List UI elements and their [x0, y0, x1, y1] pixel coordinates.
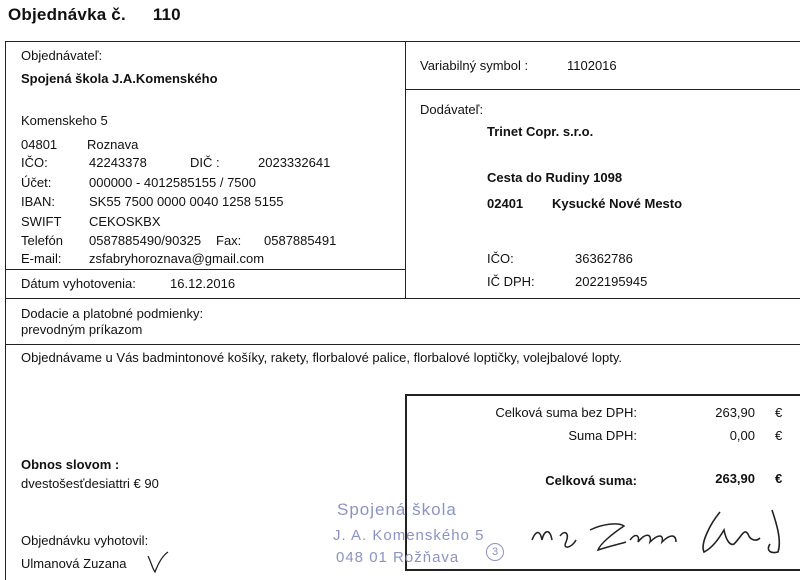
varsym-value: 1102016: [567, 58, 617, 73]
document-title: [8, 5, 181, 25]
frame-left-line: [5, 41, 6, 580]
supplier-ico-label: IČO:: [487, 251, 514, 266]
buyer-phone: 0587885490/90325: [89, 233, 202, 248]
terms-label: Dodacie a platobné podmienky:: [21, 306, 204, 321]
supplier-street: Cesta do Rudiny 1098: [487, 170, 623, 185]
document-number: 110: [152, 5, 181, 24]
total-net-value: 263,90: [715, 405, 755, 420]
supplier-label: Dodávateľ:: [420, 102, 484, 117]
buyer-zip: 04801: [21, 137, 58, 152]
buyer-city: Roznava: [87, 137, 139, 152]
buyer-dic-label: DIČ :: [190, 155, 220, 170]
date-top-line: [5, 269, 405, 270]
supplier-left-line: [405, 89, 406, 299]
stamp-number-badge: 3: [486, 543, 504, 561]
buyer-email-label: E-mail:: [21, 251, 62, 266]
total-sum-value: 263,90: [715, 471, 755, 486]
supplier-city: Kysucké Nové Mesto: [552, 196, 683, 211]
buyer-fax: 0587885491: [264, 233, 337, 248]
buyer-street: Komenskeho 5: [21, 113, 108, 128]
in-words-value: dvestošesťdesiattri € 90: [21, 476, 159, 491]
issue-date-value: 16.12.2016: [170, 276, 236, 291]
buyer-swift: CEKOSKBX: [89, 214, 161, 229]
buyer-ico: 42243378: [89, 155, 147, 170]
terms-value: prevodným príkazom: [21, 322, 143, 337]
buyer-name: Spojená škola J.A.Komenského: [21, 71, 218, 86]
signature-icon: [520, 500, 800, 570]
buyer-email: zsfabryhoroznava@gmail.com: [89, 251, 265, 266]
terms-bottom-line: [5, 344, 800, 345]
stamp-line-1: Spojená škola: [337, 500, 457, 519]
stamp-line-2: J. A. Komenského 5: [333, 527, 485, 544]
totals-top-line: [405, 394, 800, 396]
supplier-zip: 02401: [487, 196, 524, 211]
supplier-ico: 36362786: [575, 251, 633, 266]
total-sum-currency: €: [775, 471, 783, 486]
varsym-bottom-line: [405, 89, 800, 90]
total-vat-label: Suma DPH:: [568, 428, 637, 443]
buyer-right-divider-upper: [405, 41, 406, 89]
buyer-swift-label: SWIFT: [21, 214, 62, 229]
total-net-label: Celková suma bez DPH:: [495, 405, 637, 420]
buyer-iban-label: IBAN:: [21, 194, 55, 209]
date-bottom-line: [5, 298, 800, 299]
total-net-currency: €: [775, 405, 783, 420]
supplier-icdph-label: IČ DPH:: [487, 274, 535, 289]
buyer-iban: SK55 7500 0000 0040 1258 5155: [89, 194, 284, 209]
total-vat-value: 0,00: [729, 428, 755, 443]
supplier-name: Trinet Copr. s.r.o.: [487, 124, 594, 139]
buyer-account-label: Účet:: [21, 175, 52, 190]
buyer-label: Objednávateľ:: [21, 48, 103, 63]
handwritten-mark-icon: [146, 548, 172, 576]
total-sum-label: Celková suma:: [545, 473, 637, 488]
in-words-label: Obnos slovom :: [21, 457, 120, 472]
varsym-label: Variabilný symbol :: [420, 58, 529, 73]
buyer-ico-label: IČO:: [21, 155, 48, 170]
issue-date-label: Dátum vyhotovenia:: [21, 276, 136, 291]
order-text: Objednávame u Vás badmintonové košíky, rakety, florbalové palice, florbalové loptičky, volejbalové lopty.: [21, 350, 622, 365]
total-vat-currency: €: [775, 428, 783, 443]
issued-by-name: Ulmanová Zuzana: [21, 556, 127, 571]
issued-by-label: Objednávku vyhotovil:: [21, 533, 149, 548]
supplier-icdph: 2022195945: [575, 274, 648, 289]
buyer-phone-label: Telefón: [21, 233, 63, 248]
buyer-dic: 2023332641: [258, 155, 331, 170]
stamp-line-3: 048 01 Rožňava: [336, 549, 460, 566]
document-title-label: Objednávka č.: [8, 5, 126, 24]
buyer-account: 000000 - 4012585155 / 7500: [89, 175, 256, 190]
frame-top-line: [5, 41, 800, 42]
buyer-fax-label: Fax:: [216, 233, 242, 248]
